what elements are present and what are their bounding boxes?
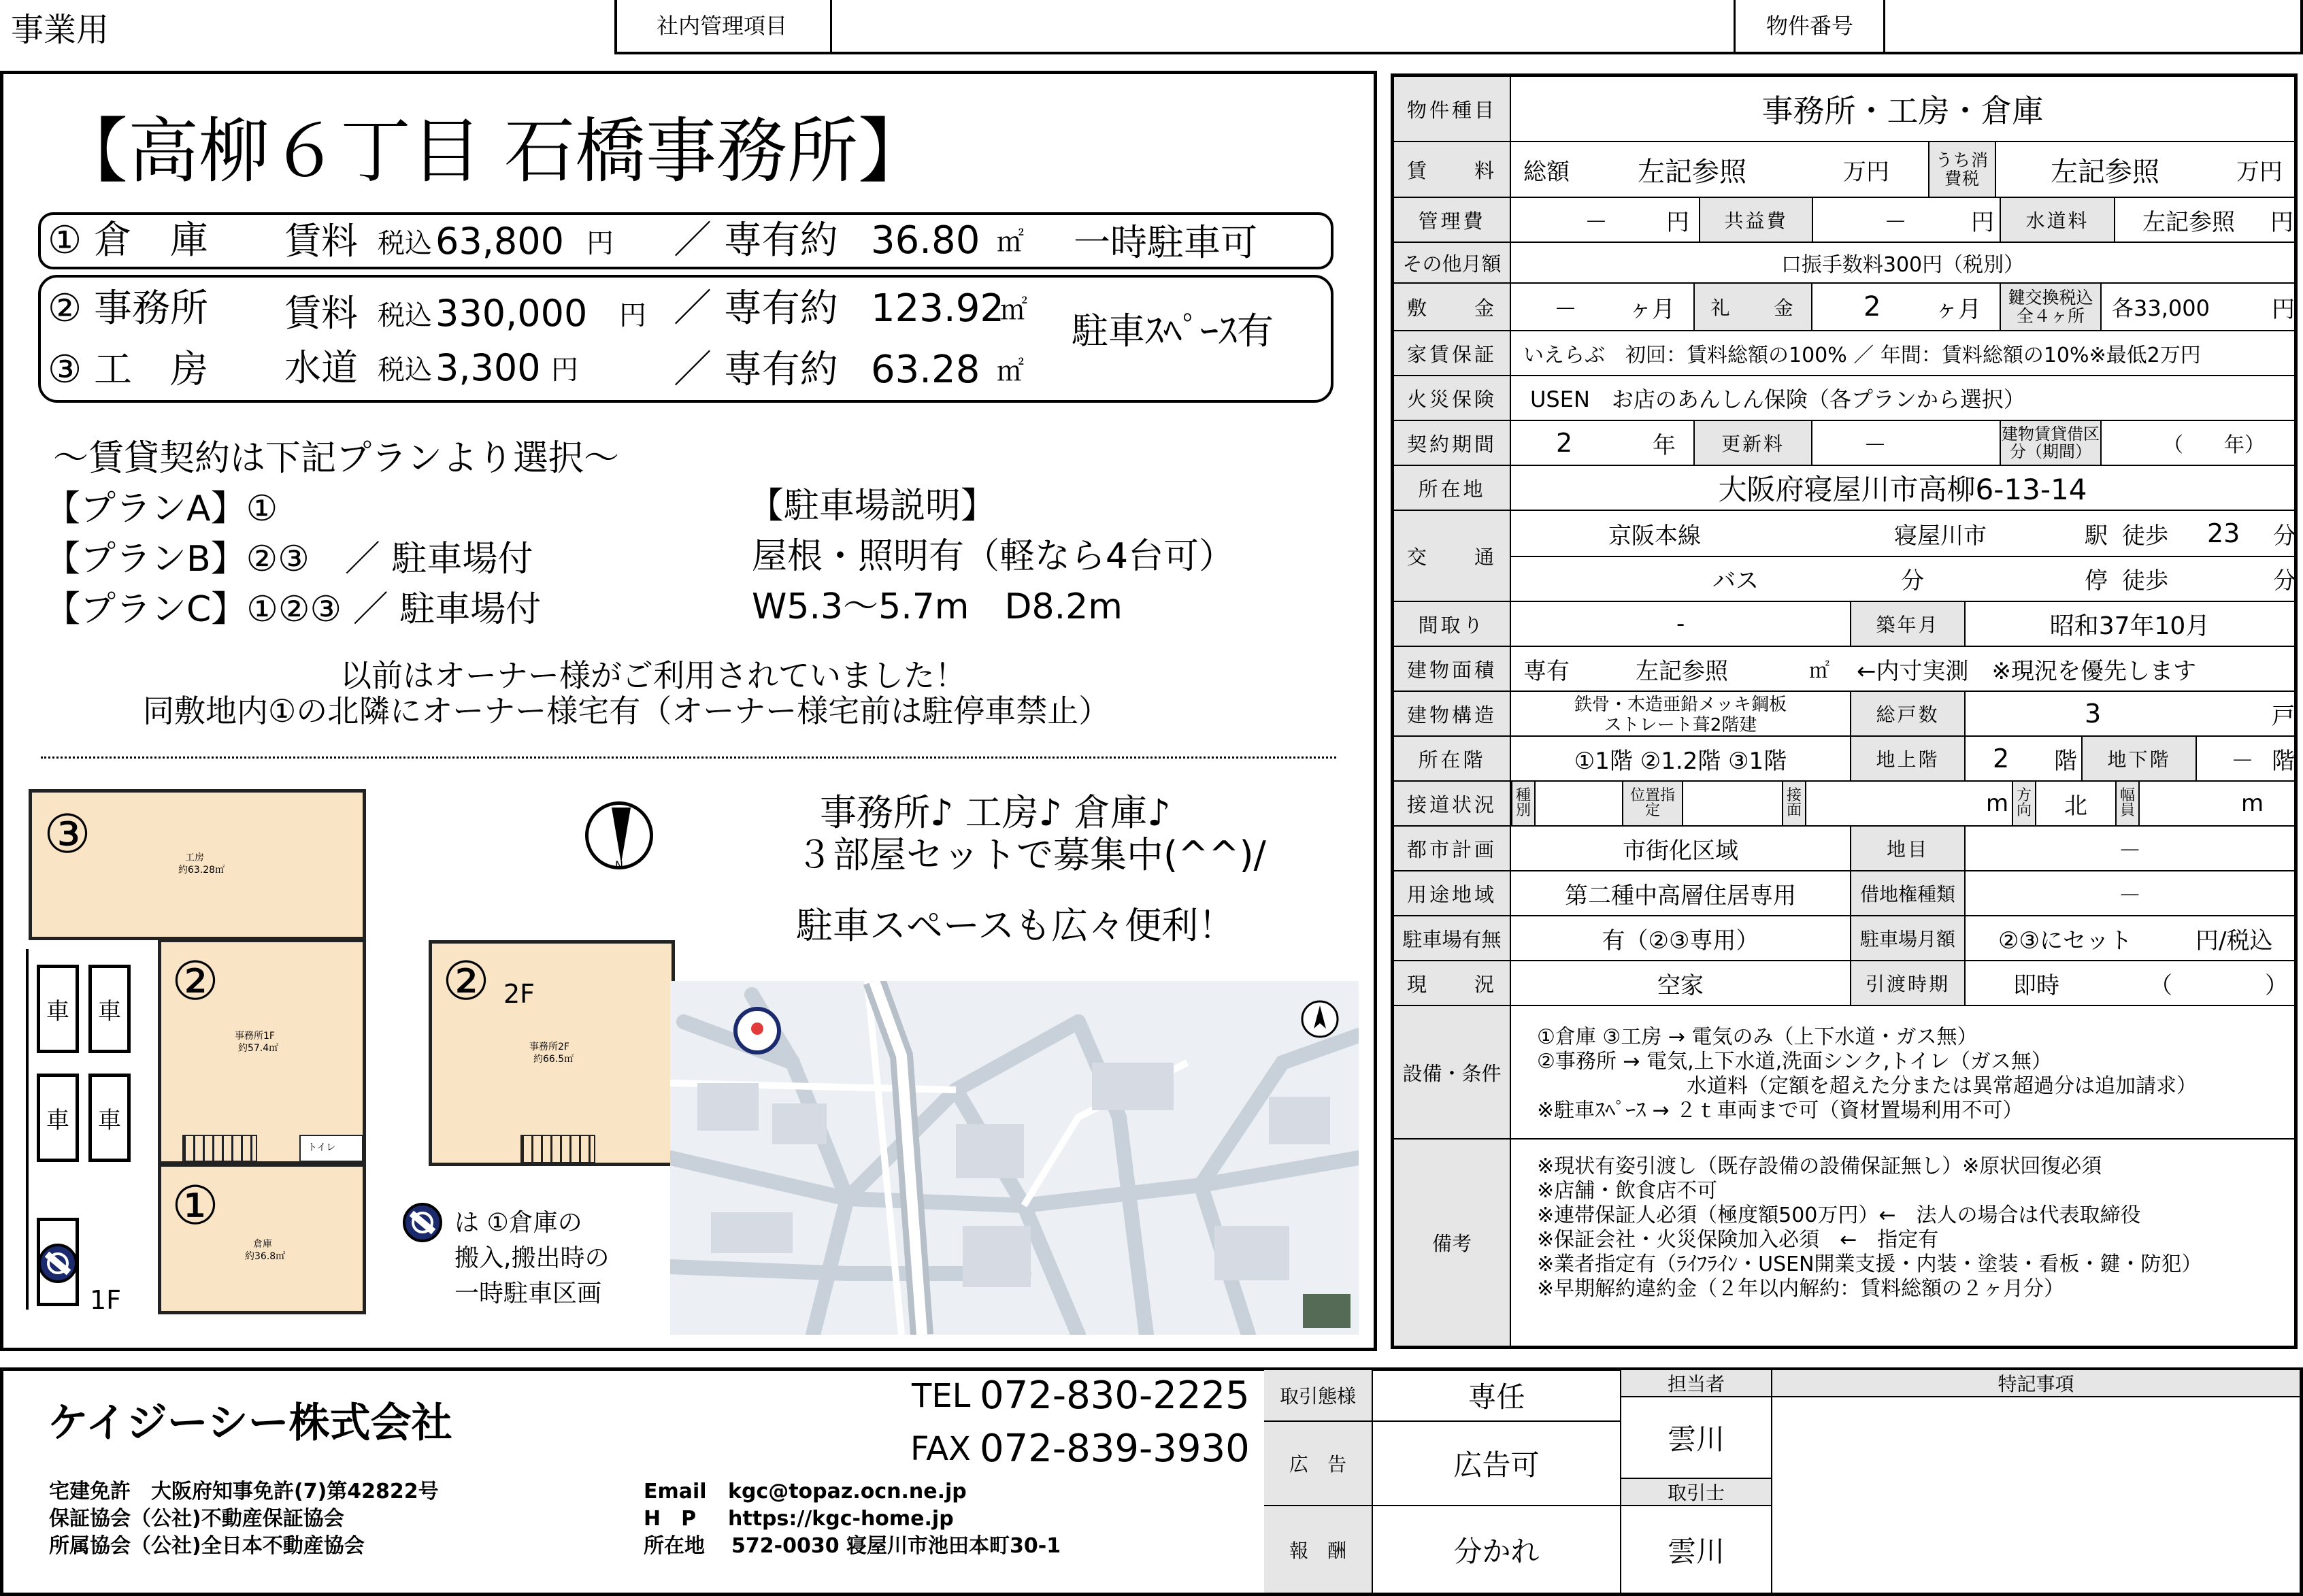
transport-bus-label: バス [1712,567,1759,595]
transport-walk-label: 徒歩 [2122,522,2168,550]
rent-total: 左記参照 [1638,156,1746,188]
parking-fee-label: 駐車場月額 [1850,916,1966,960]
renew-value: － [1863,431,1887,459]
spec-row-term [1394,421,2294,466]
internal-management-box [614,0,2303,54]
unit3-water-tax: 税込 [378,354,432,386]
water-unit: 円 [2270,208,2293,236]
transport-station-unit: 駅 [2085,522,2108,550]
layout-value: - [1676,610,1685,637]
common-value: － [1884,208,1907,236]
north-label: N [615,859,623,871]
layout-label: 間取り [1394,602,1511,646]
spec-row-floors [1394,737,2294,782]
floor-area-label: 建物面積 [1394,647,1511,691]
rent-tax: 左記参照 [2051,156,2159,188]
unit1-name: ① 倉 庫 [48,218,209,263]
spec-row-insurance [1394,376,2294,421]
unit3-water: 3,300 [435,346,541,389]
unit2-rent-yen: 円 [619,300,646,331]
owner-line1: 以前はオーナー様がご利用されていました！ [340,657,966,694]
special-label-cell: 特記事項 [1772,1370,2300,1397]
no-parking-icon [38,1244,78,1283]
parking-heading: 【駐車場説明】 [748,486,997,527]
parking-space: 車 [88,1074,131,1162]
parking-space-note: 駐車ｽﾍﾟｰｽ有 [1072,310,1274,352]
addr-label: 所在地 [644,1534,705,1558]
built-label: 築年月 [1850,602,1966,646]
parking-space: 車 [37,1074,79,1162]
parking-fee-unit: 円/税込 [2196,927,2273,954]
property-no-label: 物件番号 [1766,13,1854,39]
built-value: 昭和37年10月 [2049,612,2210,640]
unit1-area-label: ／ 専有約 [674,218,838,263]
promo-line2: ３部屋セットで募集中(^^)/ [796,833,1266,876]
transport-stop-label: 停 [2085,567,2108,595]
water-value: 左記参照 [2142,208,2235,236]
rent-unit: 万円 [1843,158,1889,186]
key-money-label: 礼 金 [1693,284,1812,330]
unit1-note: 一時駐車可 [1074,221,1257,264]
spec-row-parking [1394,916,2294,961]
spec-row-zone [1394,871,2294,916]
internal-management-label: 社内管理項目 [657,13,788,39]
no-parking-legend-icon [403,1203,442,1242]
road-dir-value: 北 [2064,792,2087,820]
lease-type-label: 建物賃貸借区分（期間） [2000,421,2102,465]
road-dir-label: 方向 [2012,782,2036,825]
unit1-rent: 63,800 [435,220,564,263]
guarantee-assoc: 保証協会（公社)不動産保証協会 [49,1507,344,1531]
key-money-value: 2 [1863,291,1881,322]
zone-label: 用途地域 [1394,871,1511,915]
term-label: 契約期間 [1394,421,1511,465]
tel-value: 072-830-2225 [980,1374,1250,1418]
spec-row-city [1394,827,2294,871]
status-label: 現 況 [1394,961,1511,1005]
road-face-unit: m [1986,790,2009,817]
term-year-unit: 年 [1653,431,1676,459]
term-years: 2 [1556,428,1573,458]
spec-row-transport [1394,511,2294,602]
spec-row-type [1394,77,2294,142]
member-assoc: 所属協会（公社)全日本不動産協会 [49,1534,365,1558]
fee-label-cell: 報 酬 [1264,1506,1373,1593]
parking-label: 駐車場有無 [1394,916,1511,960]
unit2-name: ② 事務所 [48,286,209,331]
spec-row-structure [1394,692,2294,737]
unit1-area: 36.80 [871,218,980,263]
rent-label: 賃 料 [1394,142,1511,197]
no-parking-line3: 一時駐車区画 [454,1280,602,1308]
parking-outline [26,949,29,1310]
unit1-rent-yen: 円 [586,228,614,259]
addr-value: 572-0030 寝屋川市池田本町30-1 [731,1534,1061,1558]
toilet-label: トイレ [308,1142,336,1153]
floor-1f-label: 1F [90,1285,122,1315]
ad-label-cell: 広 告 [1264,1422,1373,1506]
plan-c: 【プランC】①②③ ／ 駐車場付 [45,589,542,630]
promo-line1: 事務所♪ 工房♪ 倉庫♪ [820,791,1171,834]
agent-value-cell: 雲川 [1621,1506,1772,1593]
lock-value: 各33,000 [2112,295,2210,321]
above-ground-unit: 階 [2054,747,2077,775]
room3-label: 工房 [185,852,204,863]
water-label: 水道料 [2000,198,2115,242]
facilities-text: ①倉庫 ③工房 → 電気のみ（上下水道・ガス無） ②事務所 → 電気,上下水道,洗面シンク,トイレ（ガス無） 水道料（定額を超えた分または異常超過分は追加請求） ※駐車ｽﾍﾟｰｽ → ２ｔ車両まで可（資材置場利用不可） [1537,1025,2197,1123]
room2-number: ② [171,951,219,1012]
transport-walk2-unit: 分 [2273,567,2296,595]
special-value[interactable] [1779,1404,2293,1588]
plans-heading: ～賃貸契約は下記プランより選択～ [53,438,620,479]
insurance-label: 火災保険 [1394,376,1511,420]
address-value: 大阪府寝屋川市高柳6-13-14 [1718,473,2087,506]
room3-area: 約63.28㎡ [178,865,225,876]
transport-bus-unit: 分 [1901,567,1924,595]
agent-label-cell: 取引士 [1621,1479,1772,1506]
total-units-value: 3 [2085,699,2102,729]
leasehold-value: － [2118,882,2142,910]
floor-area-unit: ㎡ [1809,659,1829,683]
room2f-number: ② [442,951,490,1012]
handover-label: 引渡時期 [1850,961,1966,1005]
mgmt-label: 管理費 [1394,198,1511,242]
floors-label: 所在階 [1394,737,1511,780]
transport-walk-unit: 分 [2273,522,2296,550]
fee-value-cell: 分かれ [1373,1506,1621,1593]
parking-line1: 屋根・照明有（軽なら4台可） [752,536,1235,577]
lock-unit: 円 [2272,295,2295,323]
ad-value-cell: 広告可 [1373,1422,1621,1506]
road-face-label: 接面 [1782,782,1806,825]
guarantee-value: いえらぶ 初回：賃料総額の100% ／ 年間：賃料総額の10%※最低2万円 [1523,344,2201,367]
spec-row-remarks [1394,1140,2294,1346]
zone-value: 第二種中高層住居専用 [1565,882,1796,910]
room2f-suffix: 2F [503,979,535,1009]
deposit-months: ヶ月 [1629,295,1675,323]
key-money-months: ヶ月 [1935,295,1981,323]
deal-label-cell: 取引態様 [1264,1370,1373,1422]
unit2-area-unit: ㎡ [1000,295,1027,326]
type-label: 物件種目 [1394,77,1511,141]
deposit-value: － [1554,295,1577,323]
staff-value-cell: 雲川 [1621,1397,1772,1479]
guarantee-label: 家賃保証 [1394,331,1511,375]
transport-walk2-label: 徒歩 [2122,567,2168,595]
room1-number: ① [171,1176,219,1237]
lease-type-value: （ 年） [2163,433,2265,457]
mgmt-unit: 円 [1666,208,1689,236]
unit2-area-label: ／ 専有約 [674,286,838,331]
room2-area: 約57.4㎡ [238,1043,279,1054]
unit2-rent-label: 賃料 [284,292,358,335]
remarks-label: 備考 [1394,1140,1511,1346]
unit2-rent-tax: 税込 [378,300,432,331]
handover-paren: （ ） [2149,971,2288,999]
other-value: 口振手数料300円（税別） [1780,253,2025,277]
address-label: 所在地 [1394,466,1511,510]
total-units-label: 総戸数 [1850,692,1966,735]
road-width-unit: m [2241,790,2264,817]
plan-b: 【プランB】②③ ／ 駐車場付 [45,539,533,580]
dotted-divider [41,757,1336,759]
below-ground-value: － [2231,747,2254,775]
spec-row-rent [1394,142,2294,198]
leasehold-label: 借地権種類 [1850,871,1966,915]
unit1-rent-tax: 税込 [378,228,432,259]
spec-row-status [1394,961,2294,1006]
lock-label: 鍵交換税込全４ヶ所 [2000,284,2102,330]
room2f-area: 約66.5㎡ [533,1054,574,1065]
plan-a: 【プランA】① [45,488,278,529]
spec-row-fees [1394,198,2294,243]
land-label: 地目 [1850,827,1966,870]
facilities-label: 設備・条件 [1394,1006,1511,1138]
below-ground-unit: 階 [2272,747,2295,775]
insurance-value: USEN お店のあんしん保険（各プランから選択） [1530,386,2025,412]
above-ground-label: 地上階 [1850,737,1966,780]
hp-value[interactable]: https://kgc-home.jp [728,1507,954,1531]
company-name: ケイジーシー株式会社 [48,1399,452,1447]
room2f-label: 事務所2F [529,1042,569,1052]
road-kind-label: 種別 [1511,782,1536,825]
renew-label: 更新料 [1693,421,1812,465]
parking-space: 車 [88,965,131,1053]
road-label: 接道状況 [1394,782,1511,825]
type-value: 事務所・工房・倉庫 [1761,93,2044,129]
unit3-water-yen: 円 [551,354,578,386]
transport-label: 交 通 [1394,511,1511,601]
stairs-2f [520,1135,595,1163]
owner-line2: 同敷地内①の北隣にオーナー様宅有（オーナー様宅前は駐停車禁止） [143,693,1110,729]
unit3-water-label: 水道 [284,346,358,389]
structure-value: 鉄骨・木造亜鉛メッキ鋼板 ストレート葺2階建 [1574,695,1787,735]
unit3-area-label: ／ 専有約 [674,348,838,392]
rent-total-label: 総額 [1523,158,1570,186]
floor-area-kind: 専有 [1523,657,1570,685]
total-units-unit: 戸 [2272,702,2295,730]
common-label: 共益費 [1699,198,1813,242]
spec-row-other [1394,243,2294,284]
above-ground-value: 2 [1993,744,2010,774]
promo-line3: 駐車スペースも広々便利！ [796,904,1236,947]
location-map[interactable] [670,981,1359,1335]
common-unit: 円 [1971,208,1994,236]
spec-row-guarantee [1394,331,2294,376]
rent-tax-unit: 万円 [2236,158,2283,186]
unit2-area: 123.92 [871,286,1004,331]
status-value: 空家 [1657,971,1704,999]
parking-line2: W5.3～5.7m D8.2m [752,586,1123,627]
license-info: 宅建免許 大阪府知事免許(7)第42822号 [49,1480,439,1503]
listing-title: 【高柳６丁目 石橋事務所】 [57,110,929,193]
spec-row-address [1394,466,2294,511]
room2-label: 事務所1F [235,1031,275,1042]
room3-number: ③ [44,804,91,865]
room1-area: 約36.8㎡ [245,1251,286,1262]
no-parking-line2: 搬入,搬出時の [454,1244,610,1272]
city-plan-label: 都市計画 [1394,827,1511,870]
land-value: － [2118,837,2142,865]
transport-line: 京阪本線 [1608,522,1701,550]
parking-fee-value: ②③にセット [1998,927,2132,954]
road-pos-label: 位置指定 [1622,782,1683,825]
spec-row-facilities [1394,1006,2294,1140]
parking-space: 車 [37,965,79,1053]
no-parking-line1: は ①倉庫の [454,1209,582,1237]
fax-value: 072-839-3930 [980,1427,1250,1471]
mgmt-value: － [1585,208,1608,236]
road-width-label: 幅員 [2115,782,2140,825]
city-plan-value: 市街化区域 [1623,837,1738,865]
fax-label: FAX [910,1430,971,1468]
business-use-label: 事業用 [11,11,110,49]
unit1-rent-label: 賃料 [284,220,358,263]
room1-label: 倉庫 [253,1239,272,1250]
email-value[interactable]: kgc@topaz.ocn.ne.jp [728,1480,967,1503]
spec-row-floor-area [1394,647,2294,692]
below-ground-label: 地下階 [2081,737,2197,780]
unit1-area-unit: ㎡ [997,227,1024,258]
spec-table [1391,73,2298,1349]
tel-label: TEL [912,1377,971,1415]
floors-value: ①1階 ②1.2階 ③1階 [1574,747,1787,775]
email-label: Email [644,1480,707,1503]
transport-walk: 23 [2207,518,2240,548]
hp-label: H P [644,1507,697,1531]
other-label: その他月額 [1394,243,1511,282]
floor-area-note: ←内寸実測 ※現況を優先します [1857,657,2196,685]
stairs-1f [182,1135,257,1162]
structure-label: 建物構造 [1394,692,1511,735]
spec-row-layout [1394,602,2294,647]
spec-row-deposit [1394,284,2294,331]
handover-value: 即時 [2013,971,2059,999]
rent-tax-label: うち消費税 [1928,142,1996,197]
unit3-name: ③ 工 房 [48,348,209,392]
unit3-area: 63.28 [871,348,980,392]
unit3-area-unit: ㎡ [997,356,1024,387]
staff-label-cell: 担当者 [1621,1370,1772,1397]
parking-value: 有（②③専用） [1602,927,1759,954]
floor-area-value: 左記参照 [1636,657,1728,685]
unit2-rent: 330,000 [435,292,588,335]
deposit-label: 敷 金 [1394,284,1511,330]
remarks-text: ※現状有姿引渡し（既存設備の設備保証無し）※原状回復必須 ※店舗・飲食店不可 ※連帯保証人必須（極度額500万円）← 法人の場合は代表取締役 ※保証会社・火災保険加入必須 ← 指定有 ※業者指定有（ﾗｲﾌﾗｲﾝ・USEN開業支援・内装・塗装・看板・鍵・防犯） ※早期解約違約金（２年以内解約：賃料総額の２ヶ月分） [1537,1154,2202,1301]
spec-row-road [1394,782,2294,827]
deal-value-cell: 専任 [1373,1370,1621,1422]
transport-station: 寝屋川市 [1894,522,1987,550]
